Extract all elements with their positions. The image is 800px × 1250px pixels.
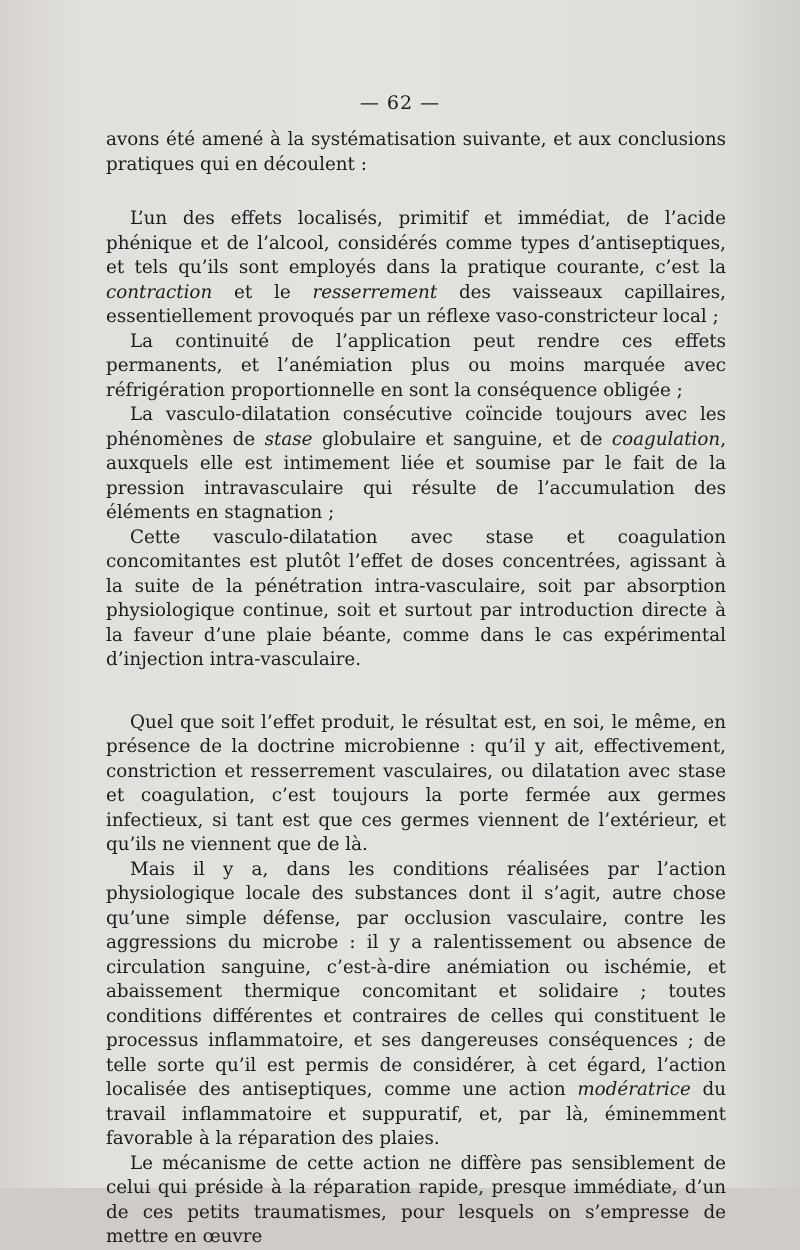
text-run: globulaire et sanguine, et de	[312, 428, 612, 450]
page-number: — 62 —	[359, 92, 441, 114]
text-run: La vasculo-dilatation consécutive coïncide toujours avec les phénomènes de	[106, 404, 726, 450]
paragraph	[106, 526, 726, 673]
text-run: , auxquels elle est intimement liée et soumise par le fait de la pression intravasculaire qui résulte de l’accumulation des éléments en stagnation ;	[106, 428, 726, 523]
text-run: Mais il y a, dans les conditions réalisées par l’action physiologique locale des substances dont il s’agit, autre chose qu’une simple défense, par occlusion vasculaire, contre les aggressions du microbe : il y a ralentissement ou absence de circulation sanguine, c’est-à-dire anémiation ou ischémie, et abaissement thermique concomitant et solidaire ; toutes conditions différentes et contraires de celles qui constituent le processus inflammatoire, et ses dangereuses conséquences ; de telle sorte qu’il est permis de considérer, à cet égard, l’action localisée des antiseptiques, comme une action	[106, 858, 726, 1100]
text-run: Cette vasculo-dilatation avec stase et coagulation concomitantes est plutôt l’effet de doses concentrées, agissant à la suite de la pénétration intra-vasculaire, soit par absorption physiologique continue, soit et surtout par introduction directe à la faveur d’une plaie béante, comme dans le cas expérimental d’injection intra-vasculaire.	[106, 526, 726, 670]
text-run: du travail inflammatoire et suppuratif, et, par là, éminemment favorable à la réparation des plaies.	[106, 1079, 726, 1149]
paragraph	[106, 858, 726, 1152]
paragraph	[106, 128, 726, 177]
text-run: avons été amené à la systématisation suivante, et aux conclusions pratiques qui en découlent :	[106, 129, 726, 175]
italic-term: coagulation	[611, 428, 721, 450]
text-run: Quel que soit l’effet produit, le résultat est, en soi, le même, en présence de la doctrine microbienne : qu’il y ait, effectivement, constriction et resserrement vasculaires, ou dilatation avec stase et coagulation, c’est toujours la porte fermée aux germes infectieux, si tant est que ces germes viennent de l’extérieur, et qu’ils ne viennent que de là.	[106, 711, 726, 855]
paragraph	[106, 207, 726, 330]
text-run: et le	[212, 281, 313, 303]
text-run: L’un des effets localisés, primitif et immédiat, de l’acide phénique et de l’alcool, considérés comme types d’antiseptiques, et tels qu’ils sont employés dans la pratique courante, c’est la	[106, 208, 726, 278]
italic-term: contraction	[106, 281, 213, 303]
text-run: Le mécanisme de cette action ne diffère pas sensiblement de celui qui préside à la réparation rapide, presque immédiate, d’un de ces petits traumatismes, pour lesquels on s’empresse de mettre en œuvre	[106, 1152, 726, 1247]
paragraph	[106, 330, 726, 404]
paragraph	[106, 403, 726, 526]
italic-term: resserrement	[312, 281, 438, 303]
page-body	[106, 128, 726, 1250]
paragraph	[106, 711, 726, 858]
text-run: La continuité de l’application peut rendre ces effets permanents, et l’anémiation plus ou moins marquée avec réfrigération proportionnelle en sont la conséquence obligée ;	[106, 330, 726, 401]
paragraph	[106, 1152, 726, 1250]
italic-term: stase	[264, 428, 313, 450]
text-run: des vaisseaux capillaires, essentiellement provoqués par un réflexe vaso-constricteur local ;	[106, 281, 726, 327]
italic-term: modératrice	[577, 1079, 691, 1100]
